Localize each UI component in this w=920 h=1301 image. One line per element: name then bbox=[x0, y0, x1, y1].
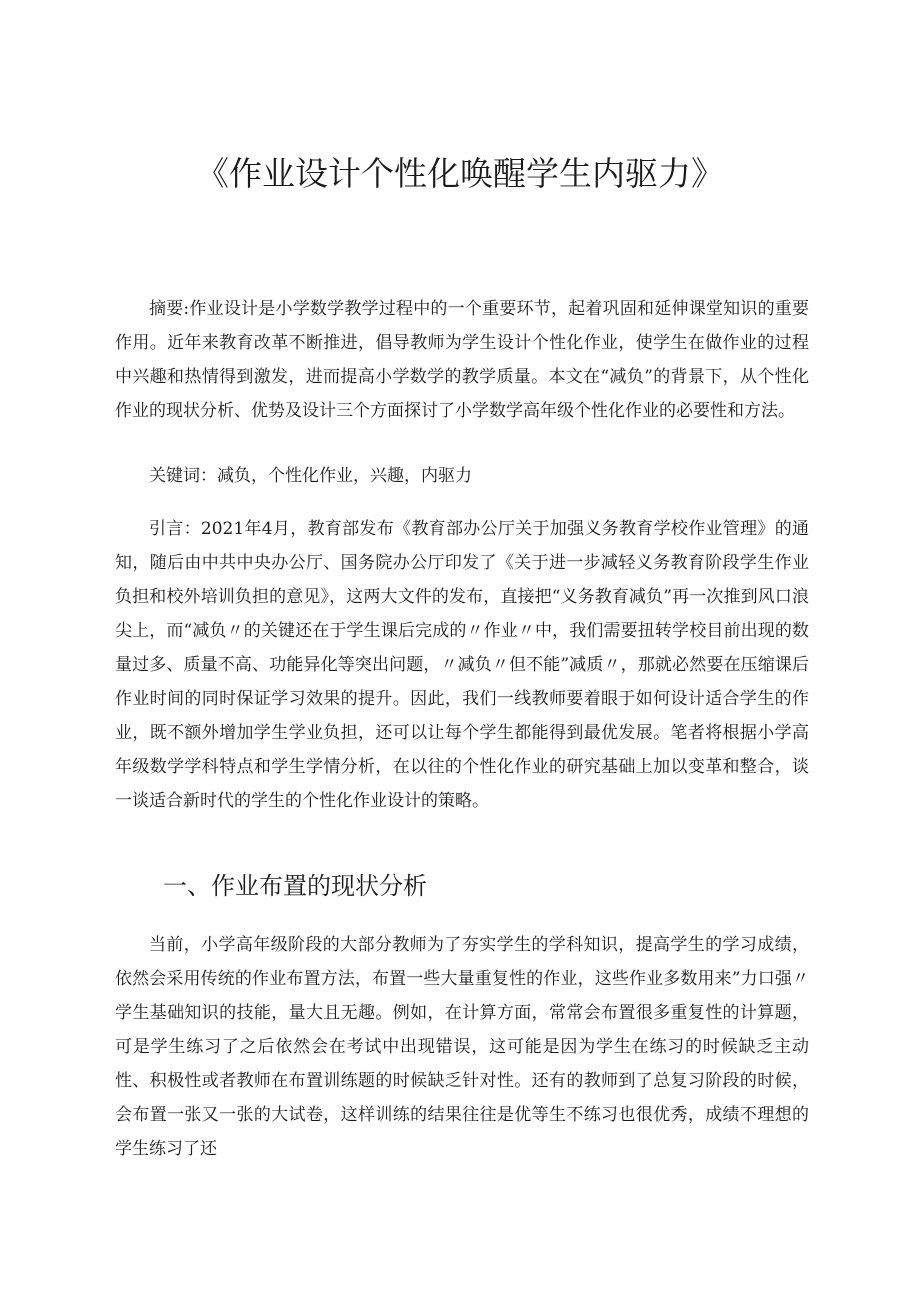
keywords-text: 减负，个性化作业，兴趣，内驱力 bbox=[217, 466, 472, 486]
section-paragraph: 当前，小学高年级阶段的大部分教师为了夯实学生的学科知识，提高学生的学习成绩，依然会采用传统的作业布置方法，布置一些大量重复性的作业，这些作业多数用来”力口强〃学生基础知识的技能，量大且无趣。例如，在计算方面，常常会布置很多重复性的计算题，可是学生练习了之后依然会在考试中出现错误，这可能是因为学生在练习的时候缺乏主动性、积极性或者教师在布置训练题的时候缺乏针对性。还有的教师到了总复习阶段的时候，会布置一张又一张的大试卷，这样训练的结果往往是优等生不练习也很优秀，成绩不理想的学生练习了还 bbox=[115, 935, 809, 1159]
abstract-text: 作业设计是小学数学教学过程中的一个重要环节，起着巩固和延伸课堂知识的重要作用。近年来教育改革不断推进，倡导教师为学生设计个性化作业，使学生在做作业的过程中兴趣和热情得到激发，进而提高小学数学的教学质量。本文在“减负”的背景下，从个性化作业的现状分析、优势及设计三个方面探讨了小学数学高年级个性化作业的必要性和方法。 bbox=[115, 299, 810, 421]
section-heading: 一、作业布置的现状分析 bbox=[163, 872, 427, 900]
keywords-label: 关键词： bbox=[149, 466, 217, 486]
abstract-paragraph bbox=[115, 292, 809, 428]
keywords-paragraph bbox=[115, 459, 809, 493]
intro-paragraph bbox=[115, 512, 809, 818]
intro-label: 引言： bbox=[149, 519, 201, 539]
intro-text: 2021年4月，教育部发布《教育部办公厅关于加强义务教育学校作业管理》的通知，随后由中共中央办公厅、国务院办公厅印发了《关于进一步减轻义务教育阶段学生作业负担和校外培训负担的意见》，这两大文件的发布，直接把“义务教育减负”再一次推到风口浪尖上，而“减负〃的关键还在于学生课后完成的〃作业〃中，我们需要扭转学校目前出现的数量过多、质量不高、功能异化等突出问题，〃减负〃但不能”减质〃，那就必然要在压缩课后作业时间的同时保证学习效果的提升。因此，我们一线教师要着眼于如何设计适合学生的作业，既不额外增加学生学业负担，还可以让每个学生都能得到最优发展。笔者将根据小学高年级数学学科特点和学生学情分析，在以往的个性化作业的研究基础上加以变革和整合，谈一谈适合新时代的学生的个性化作业设计的策略。 bbox=[115, 519, 810, 811]
document-title: 《作业设计个性化唤醒学生内驱力》 bbox=[196, 154, 724, 193]
abstract-label: 摘要: bbox=[149, 299, 190, 319]
